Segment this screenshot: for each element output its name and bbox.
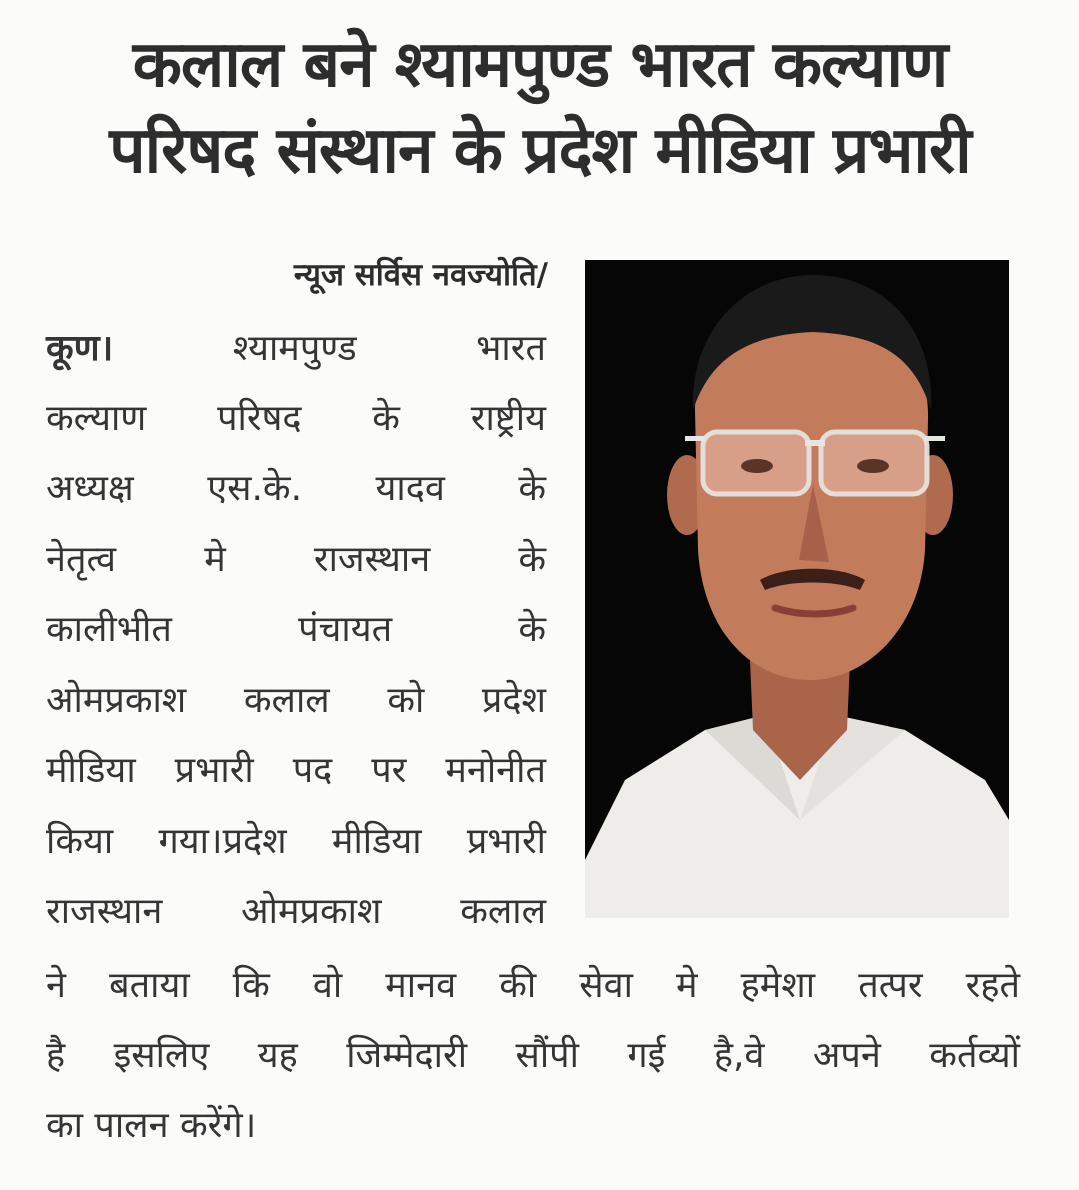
body-line-12: का पालन करेंगे।	[46, 1105, 257, 1146]
glasses-arm-left	[685, 436, 705, 441]
portrait-photo	[585, 260, 1009, 918]
glasses-arm-right	[925, 436, 945, 441]
body-line-8: किया गया।प्रदेश मीडिया प्रभारी	[46, 821, 546, 862]
body-line-11: है इसलिए यह जिम्मेदारी सौंपी गई है,वे अपने कर्तव्यों	[46, 1035, 1020, 1076]
headline	[20, 22, 1060, 194]
body-line-9: राजस्थान ओमप्रकाश कलाल	[46, 891, 546, 932]
dateline: कूण।	[46, 328, 114, 369]
byline: न्यूज सर्विस नवज्योति/	[293, 257, 548, 293]
portrait-illustration	[585, 260, 1009, 918]
body-line-2: कल्याण परिषद के राष्ट्रीय	[46, 398, 546, 439]
body-line-7: मीडिया प्रभारी पद पर मनोनीत	[46, 750, 546, 791]
left-eye	[741, 459, 773, 473]
headline-line-1: कलाल बने श्यामपुण्ड भारत कल्याण	[132, 28, 948, 102]
body-line-1-text: श्यामपुण्ड भारत	[232, 328, 546, 369]
body-line-5: कालीभीत पंचायत के	[46, 609, 546, 650]
body-line-4: नेतृत्व मे राजस्थान के	[46, 539, 546, 580]
right-eye	[857, 459, 889, 473]
body-line-10: ने बताया कि वो मानव की सेवा मे हमेशा तत्पर रहते	[46, 965, 1020, 1006]
glasses-bridge	[805, 440, 825, 446]
body-line-1	[46, 326, 546, 372]
headline-line-2: परिषद संस्थान के प्रदेश मीडिया प्रभारी	[109, 114, 971, 188]
body-line-6: ओमप्रकाश कलाल को प्रदेश	[46, 680, 546, 721]
body-line-3: अध्यक्ष एस.के. यादव के	[46, 468, 546, 509]
